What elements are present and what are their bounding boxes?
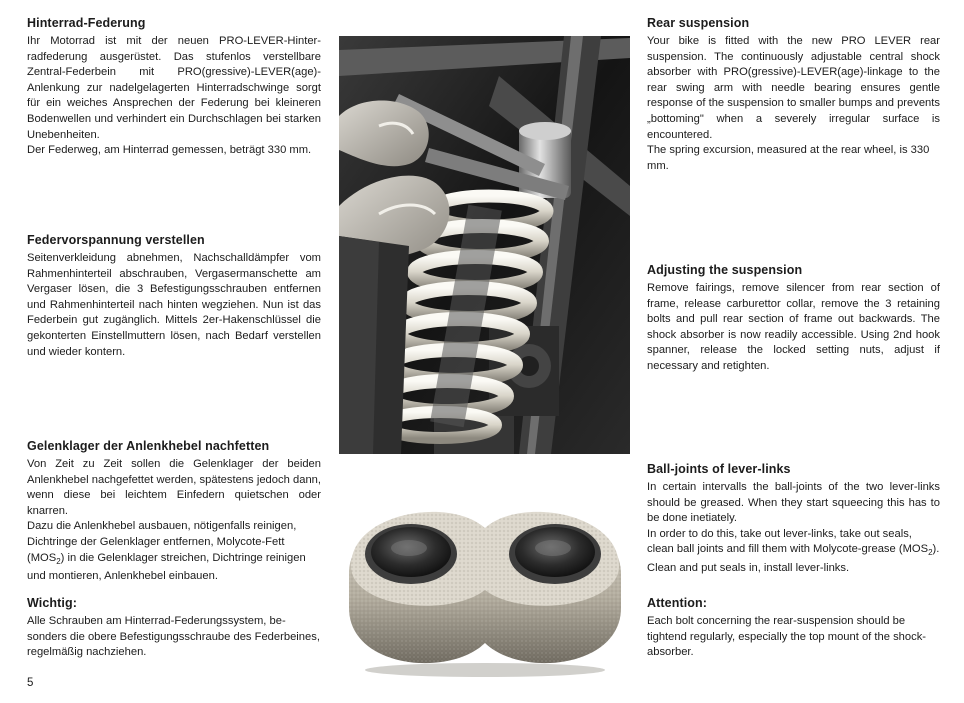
section-hinterrad-federung	[27, 16, 321, 159]
section-gelenklager	[27, 439, 321, 585]
section-body-2: Der Federweg, am Hinterrad gemessen, beträgt 330 mm.	[27, 144, 312, 157]
section-federvorspannung	[27, 233, 321, 360]
section-title: Hinterrad-Federung	[27, 16, 146, 30]
section-body: Each bolt concerning the rear-suspension should be tightend regularly, especially the top mount of the shock-absorber.	[647, 615, 927, 659]
shock-absorber-photo	[339, 36, 630, 454]
section-title: Federvorspannung verstellen	[27, 233, 205, 247]
section-title: Ball-joints of lever-links	[647, 462, 791, 476]
section-body: Remove fairings, remove silencer from rear section of frame, release carburettor collar, remove the 3 retaining bolts and pull rear section of frame out backwards. The shock absorber is now readily accessible. Using 2nd hook spanner, release the locked setting nuts, adjust if necessary and retighten.	[647, 282, 940, 372]
show-through-decoration	[660, 165, 663, 177]
section-rear-suspension	[647, 16, 940, 174]
section-title: Adjusting the suspension	[647, 263, 803, 277]
section-body: Your bike is fitted with the new PRO LEVER rear suspension. The continuously adjustable central shock absorber with PRO(gressive)-LEVER(age)-linkage to the rear swing arm with needle bearing ensures gentle response of the suspension to smaller bumps and prevents „bottoming" when a severely irregular surface is encountered.	[647, 35, 940, 141]
section-body: Ihr Motorrad ist mit der neuen PRO-LEVER-Hinterradfederung ausgerüstet. Das stufenlos verstellbare Zentral-Federbein mit PRO(gressive)-LEVER(age)-Anlenkung zur nadelgelagerten Hinterradschwinge sorgt für ein weiches Ansprechen der Federung bei kleineren Bodenwellen und verhindert ein Durchschlagen bei starken Unebenheiten.	[27, 35, 321, 141]
section-attention	[647, 596, 940, 661]
section-body: Von Zeit zu Zeit sollen die Gelenklager der beiden Anlenkhebel nachgefettet werden, spätestens jedoch dann, wenn diese bei leichtem Einfedern quietschen oder knarren.	[27, 458, 321, 517]
page-number: 5	[27, 677, 34, 689]
text-run: ) in die Gelenklager streichen, Dichtringe reinigen und montieren, Anlenkhebel einbauen.	[27, 551, 306, 583]
section-ball-joints	[647, 462, 940, 577]
section-body: Seitenverkleidung abnehmen, Nachschalldämpfer vom Rahmenhinterteil abschrauben, Vergasermanschette am Vergaser lösen, die 3 Befestigungsschrauben entfernen und Rahmenhinterteil nach hinten wegziehen. Nun ist das Federbein gut zugänglich. Mittels 2er-Hakenschlüssel die gekonterten Einstellmuttern lösen, nach Bedarf verstellen und wieder kontern.	[27, 252, 321, 358]
section-wichtig	[27, 596, 321, 661]
subscript: 2	[56, 556, 61, 566]
section-title: Gelenklager der Anlenkhebel nachfetten	[27, 439, 270, 453]
section-title: Attention:	[647, 596, 708, 610]
section-body: Alle Schrauben am Hinterrad-Federungssystem, besonders die obere Befestigungsschraube des Federbeines, regelmäßig nachziehen.	[27, 615, 320, 659]
section-title: Rear suspension	[647, 16, 750, 30]
lever-link-photo	[339, 478, 630, 678]
german-column	[27, 0, 321, 703]
section-body: In certain intervalls the ball-joints of the two lever-links should be greased. When they start squeecing this has to be done inetiately.	[647, 481, 940, 525]
section-body-2	[27, 519, 321, 585]
text-run: ). Clean and put seals in, install lever-links.	[647, 543, 940, 575]
section-adjusting	[647, 263, 940, 375]
english-column	[647, 0, 940, 703]
section-body-2	[647, 527, 940, 577]
section-title: Wichtig:	[27, 596, 77, 610]
section-body-2: The spring excursion, measured at the rear wheel, is 330 mm.	[647, 144, 930, 172]
subscript: 2	[928, 548, 933, 558]
text-run: Dazu die Anlenkhebel ausbauen, nötigenfalls reinigen, Dichtringe der Gelenklager entfernen, Molycote-Fett (MOS	[27, 520, 297, 564]
text-run: In order to do this, take out lever-links, take out seals, clean ball joints and fill them with Molycote-grease (MOS	[647, 527, 929, 556]
